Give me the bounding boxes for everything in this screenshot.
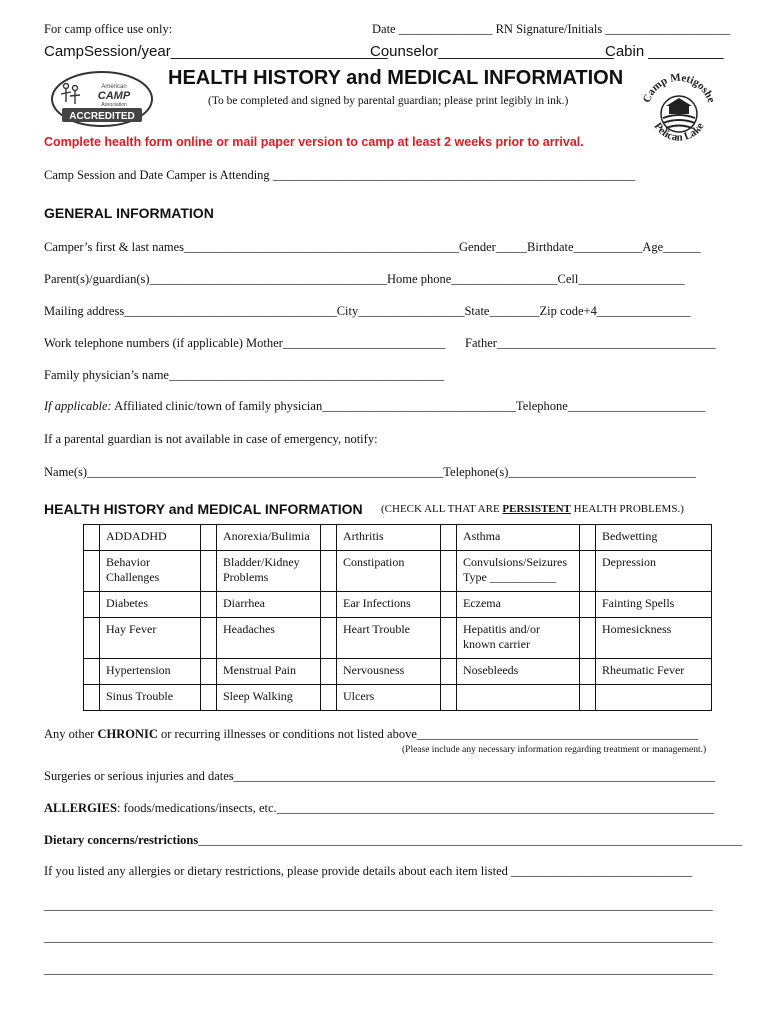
condition-checkbox[interactable] [321,659,337,685]
condition-label [457,685,580,711]
details-blank-line-1[interactable]: ___________________________________________________________________________________________________________ [44,898,713,912]
emergency-notice: If a parental guardian is not available in case of emergency, notify: [44,432,378,446]
condition-label: Bladder/Kidney Problems [217,551,321,592]
condition-label: Bedwetting [596,525,712,551]
condition-checkbox[interactable] [441,659,457,685]
check-instructions-c: HEALTH PROBLEMS.) [570,503,684,515]
office-date-rn-field[interactable]: Date _______________ RN Signature/Initials ____________________ [372,22,731,36]
page-subtitle: (To be completed and signed by parental guardian; please print legibly in ink.) [208,95,569,107]
condition-label: Sleep Walking [217,685,321,711]
conditions-row [84,685,712,711]
condition-checkbox[interactable] [580,525,596,551]
dietary-label: Dietary concerns/restrictions [44,833,199,847]
condition-checkbox[interactable] [84,592,100,618]
conditions-row [84,618,712,659]
condition-label: Menstrual Pain [217,659,321,685]
camp-session-field[interactable]: CampSession/year__________________________ [44,43,388,60]
condition-checkbox[interactable] [580,685,596,711]
general-info-heading: GENERAL INFORMATION [44,205,214,221]
condition-label: Arthritis [337,525,441,551]
chronic-label-c: or recurring illnesses or conditions not listed above_____________________________________________ [157,727,699,741]
condition-label: Heart Trouble [337,618,441,659]
camp-name-bottom-text: Pelican Lake [651,120,707,144]
aca-association-text: Association [101,102,127,108]
condition-label: Fainting Spells [596,592,712,618]
page-title: HEALTH HISTORY and MEDICAL INFORMATION [168,67,624,89]
condition-checkbox[interactable] [201,592,217,618]
conditions-row [84,525,712,551]
condition-label: Nervousness [337,659,441,685]
condition-checkbox[interactable] [580,551,596,592]
condition-checkbox[interactable] [201,618,217,659]
condition-label: Diarrhea [217,592,321,618]
camper-name-field[interactable]: Camper’s first & last names____________________________________________Gender_____Birthdate___________Age______ [44,240,701,254]
aca-american-text: American [101,84,127,90]
allergies-field[interactable] [44,801,714,816]
condition-checkbox[interactable] [580,618,596,659]
chronic-field[interactable] [44,727,698,742]
cabin-field[interactable]: Cabin _________ [605,43,724,60]
condition-checkbox[interactable] [441,685,457,711]
allergies-label: ALLERGIES [44,801,117,815]
chronic-label-a: Any other [44,727,98,741]
condition-checkbox[interactable] [84,551,100,592]
condition-label: Sinus Trouble [100,685,201,711]
condition-label: Homesickness [596,618,712,659]
details-blank-line-3[interactable]: ___________________________________________________________________________________________________________ [44,962,713,976]
condition-label: ADDADHD [100,525,201,551]
conditions-row [84,551,712,592]
submission-notice: Complete health form online or mail paper version to camp at least 2 weeks prior to arrival. [44,135,584,149]
mailing-address-field[interactable]: Mailing address__________________________________City_________________State________Zip code+4_______________ [44,304,691,318]
camp-name-top-text: Camp Metigoshe [640,71,718,105]
if-applicable-label: If applicable: [44,399,112,413]
conditions-row [84,592,712,618]
chronic-note: (Please include any necessary information regarding treatment or management.) [402,745,707,755]
condition-checkbox[interactable] [580,659,596,685]
emergency-names-field[interactable]: Name(s)_________________________________________________________Telephone(s)______________________________ [44,465,696,479]
condition-checkbox[interactable] [441,551,457,592]
condition-checkbox[interactable] [201,685,217,711]
conditions-table [83,524,712,711]
condition-label: Ear Infections [337,592,441,618]
camp-metigoshe-logo [638,68,720,156]
condition-label: Hypertension [100,659,201,685]
condition-label: Ulcers [337,685,441,711]
condition-label: Asthma [457,525,580,551]
aca-camp-text: CAMP [97,90,131,102]
condition-checkbox[interactable] [201,525,217,551]
condition-checkbox[interactable] [321,525,337,551]
clinic-field[interactable] [44,399,705,414]
condition-checkbox[interactable] [84,525,100,551]
dietary-field[interactable] [44,833,742,848]
condition-checkbox[interactable] [321,685,337,711]
condition-checkbox[interactable] [84,685,100,711]
condition-label: Hay Fever [100,618,201,659]
condition-label: Headaches [217,618,321,659]
work-phone-father-field[interactable]: Father___________________________________ [465,336,716,350]
condition-label: Rheumatic Fever [596,659,712,685]
conditions-row [84,659,712,685]
condition-checkbox[interactable] [201,551,217,592]
condition-label: Diabetes [100,592,201,618]
aca-accredited-badge: ACCREDITED [69,111,135,122]
condition-checkbox[interactable] [580,592,596,618]
session-attending-field[interactable]: Camp Session and Date Camper is Attending __________________________________________________________ [44,168,636,182]
condition-label: Behavior Challenges [100,551,201,592]
condition-label: Eczema [457,592,580,618]
condition-checkbox[interactable] [84,659,100,685]
persistent-label: PERSISTENT [502,503,571,515]
details-blank-line-2[interactable]: ___________________________________________________________________________________________________________ [44,930,713,944]
condition-checkbox[interactable] [84,618,100,659]
health-history-heading: HEALTH HISTORY and MEDICAL INFORMATION [44,501,363,517]
check-instructions [381,503,684,515]
condition-checkbox[interactable] [441,592,457,618]
clinic-line-text: Affiliated clinic/town of family physician_______________________________Telephone______________________ [111,399,706,413]
condition-label [596,685,712,711]
condition-checkbox[interactable] [441,618,457,659]
office-use-label: For camp office use only: [44,22,173,36]
allergies-line: : foods/medications/insects, etc.______________________________________________________________________ [116,801,715,815]
condition-label: Hepatitis and/or known carrier [457,618,580,659]
surgeries-field[interactable]: Surgeries or serious injuries and dates_____________________________________________________________________________ [44,769,715,783]
condition-label: Convulsions/Seizures Type ___________ [457,551,580,592]
chronic-label-bold: CHRONIC [97,727,158,741]
details-field[interactable]: If you listed any allergies or dietary restrictions, please provide details about each item listed _____________________________ [44,864,693,878]
parent-guardian-field[interactable]: Parent(s)/guardian(s)______________________________________Home phone_________________Cell_________________ [44,272,685,286]
condition-label: Nosebleeds [457,659,580,685]
condition-checkbox[interactable] [321,551,337,592]
condition-checkbox[interactable] [321,592,337,618]
condition-label: Constipation [337,551,441,592]
family-physician-field[interactable]: Family physician’s name____________________________________________ [44,368,444,382]
condition-checkbox[interactable] [201,659,217,685]
condition-checkbox[interactable] [441,525,457,551]
condition-label: Anorexia/Bulimia [217,525,321,551]
work-phone-mother-field[interactable]: Work telephone numbers (if applicable) Mother__________________________ [44,336,446,350]
condition-label: Depression [596,551,712,592]
counselor-field[interactable]: Counselor_____________________ [370,43,614,60]
dietary-line: _______________________________________________________________________________________ [198,833,742,847]
condition-checkbox[interactable] [321,618,337,659]
aca-accredited-logo [48,68,156,134]
check-instructions-a: (CHECK ALL THAT ARE [381,503,503,515]
